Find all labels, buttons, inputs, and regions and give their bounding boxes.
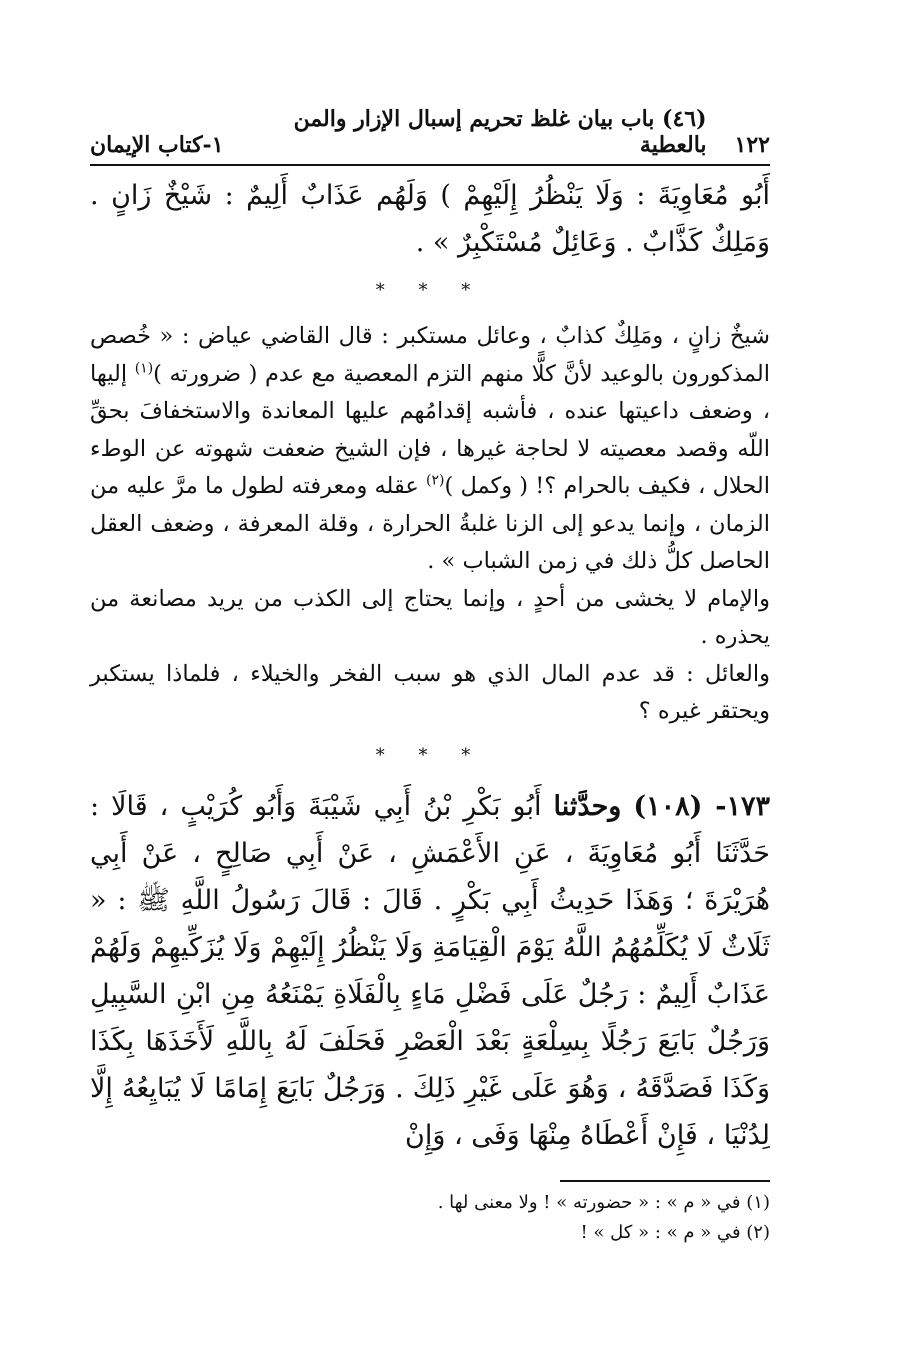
footnote-ref-1: (١)	[134, 360, 154, 376]
footnote-rule	[560, 1180, 770, 1182]
hadith-lead: وحدَّثنا	[553, 790, 622, 822]
hadith-continuation: أَبُو مُعَاوِيَةَ : وَلَا يَنْظُرُ إِلَيْهِمْ ) وَلَهُم عَذَابٌ أَلِيمٌ : شَيْخٌ زَانٍ . وَمَلِكٌ كَذَّابٌ . وَعَائِلٌ مُسْتَكْبِرٌ » .	[90, 180, 770, 258]
commentary-paragraph-3: والعائل : قد عدم المال الذي هو سبب الفخر والخيلاء ، فلماذا يستكبر ويحتقر غيره ؟	[90, 660, 770, 724]
book-title: ١-كتاب الإيمان	[90, 132, 224, 158]
commentary-text-1b: إليها ، وضعف داعيتها عنده ، فأشبه إقدامُهم عليها المعاندة والاستخفافَ بحقِّ اللّه وقصد معصيته لا لحاجة غيرها ، فإن الشيخ ضعفت شهوته عن الوطء الحلال ، فكيف بالحرام ؟! ( وكمل )	[90, 360, 770, 499]
section-separator-2: * * *	[375, 744, 485, 766]
section-separator: * * *	[375, 280, 485, 301]
page-body	[90, 172, 770, 1159]
hadith-173	[90, 783, 770, 1159]
page-number: ١٢٢	[734, 132, 770, 158]
footnote-ref-2: (٢)	[426, 472, 445, 489]
hadith-number: ١٧٣- (١٠٨)	[633, 790, 770, 822]
footnotes	[90, 1188, 770, 1248]
hadith-text: أَبُو بَكْرِ بْنُ أَبِي شَيْبَةَ وَأَبُو كُرَيْبٍ ، قَالَا : حَدَّثَنَا أَبُو مُعَاوِيَةَ ، عَنِ الأَعْمَشِ ، عَنْ أَبِي صَالِحٍ ، عَنْ أَبِي هُرَيْرَةَ ؛ وَهَذَا حَدِيثُ أَبِي بَكْرٍ . قَالَ : قَالَ رَسُولُ اللَّهِ ﷺ : « ثَلَاثٌ لَا يُكَلِّمُهُمُ اللَّهُ يَوْمَ الْقِيَامَةِ وَلَا يَنْظُرُ إِلَيْهِمْ وَلَا يُزَكِّيهِمْ وَلَهُمْ عَذَابٌ أَلِيمٌ : رَجُلٌ عَلَى فَضْلِ مَاءٍ بِالْفَلَاةِ يَمْنَعُهُ مِنِ ابْنِ السَّبِيلِ وَرَجُلٌ بَايَعَ رَجُلًا بِسِلْعَةٍ بَعْدَ الْعَصْرِ فَحَلَفَ لَهُ بِاللَّهِ لَأَخَذَهَا بِكَذَا وَكَذَا فَصَدَّقَهُ ، وَهُوَ عَلَى غَيْرِ ذَلِكَ . وَرَجُلٌ بَايَعَ إِمَامًا لَا يُبَايِعُهُ إِلَّا لِدُنْيَا ، فَإِنْ أَعْطَاهُ مِنْهَا وَفَى ، وَإِنْ	[90, 790, 770, 1151]
commentary-paragraph-2: والإمام لا يخشى من أحدٍ ، وإنما يحتاج إلى الكذب من يريد مصانعة من يحذره .	[90, 585, 770, 649]
running-header	[90, 106, 770, 158]
footnote-2: (٢) في « م » : « كل » !	[580, 1222, 770, 1243]
chapter-title: (٤٦) باب بيان غلظ تحريم إسبال الإزار والمن بالعطية	[293, 106, 707, 158]
commentary-text-1a: شيخٌ زانٍ ، ومَلِكٌ كذابٌ ، وعائل مستكبر : قال القاضي عياض : « خُصص المذكورون بالوعيد لأنَّ كلًّا منهم التزم المعصية مع عدم ( ضرورته )	[90, 323, 770, 387]
footnote-1: (١) في « م » : « حضورته » ! ولا معنى لها .	[437, 1192, 770, 1213]
commentary-text-1c: عقله ومعرفته لطول ما مرَّ عليه من الزمان ، وإنما يدعو إلى الزنا غلبةُ الحرارة ، وقلة المعرفة ، وضعف العقل الحاصل كلُّ ذلك في زمن الشباب » .	[90, 473, 770, 574]
commentary-paragraph-1	[90, 318, 770, 581]
header-rule	[90, 164, 770, 166]
